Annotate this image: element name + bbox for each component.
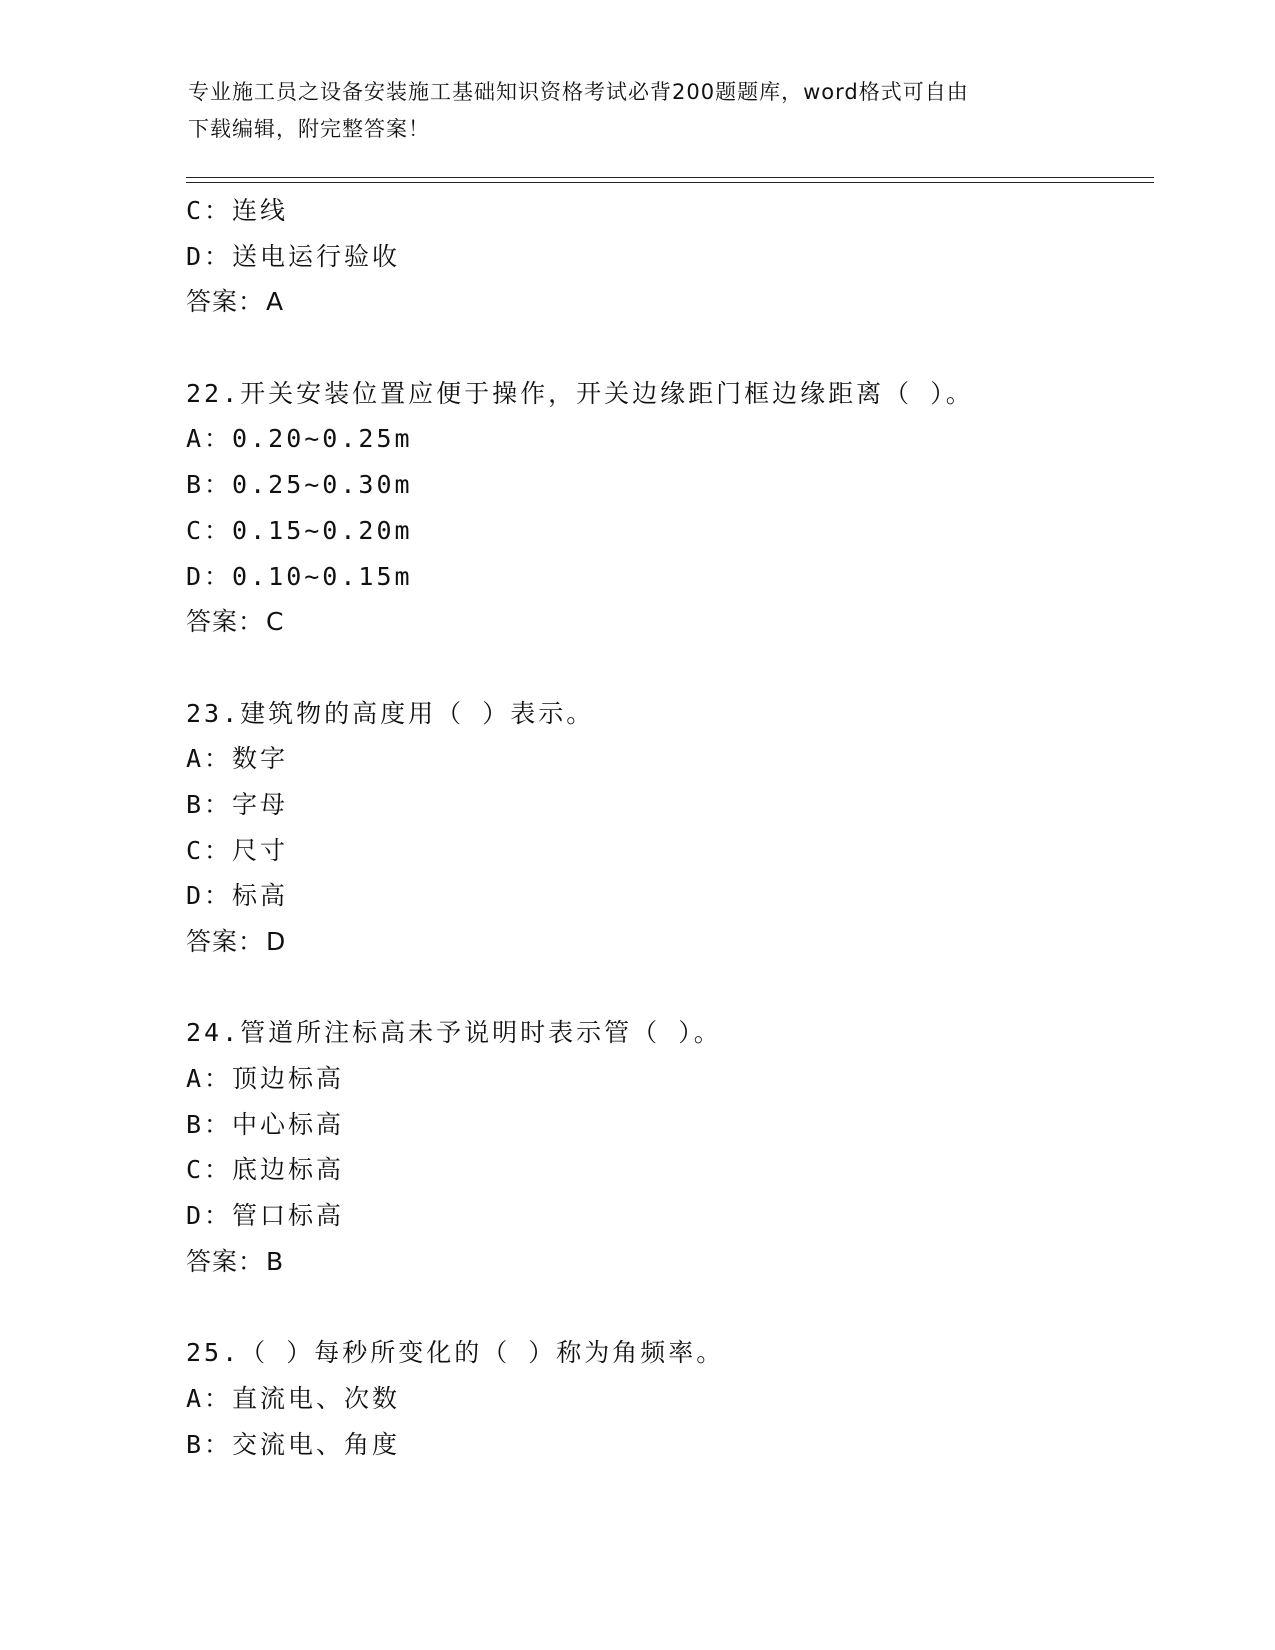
spacer	[186, 1285, 1154, 1331]
header-divider-top	[186, 177, 1154, 178]
answer-label: 答案：	[186, 1246, 265, 1276]
option-d: D：0.10~0.15m	[186, 561, 413, 591]
header-line-1: 专业施工员之设备安装施工基础知识资格考试必背200题题库，word格式可自由	[188, 80, 969, 104]
answer-label: 答案：	[186, 287, 265, 317]
answer-value: A	[266, 287, 285, 317]
answer-value: C	[266, 607, 285, 637]
option-b: B：中心标高	[186, 1109, 345, 1139]
option-d: D：送电运行验收	[186, 241, 401, 271]
option-d: D：标高	[186, 881, 289, 911]
question-stem: 23.建筑物的高度用（ ）表示。	[186, 698, 595, 728]
answer-label: 答案：	[186, 607, 265, 637]
option-b: B：字母	[186, 789, 289, 819]
option-c: C：尺寸	[186, 835, 289, 865]
answer-line	[186, 279, 1154, 325]
option-b: B：交流电、角度	[186, 1429, 401, 1459]
option-a: A：顶边标高	[186, 1064, 345, 1094]
document-header	[188, 74, 1088, 148]
spacer	[186, 645, 1154, 691]
option-b: B：0.25~0.30m	[186, 470, 413, 500]
option-a: A：数字	[186, 744, 289, 774]
option-a: A：直流电、次数	[186, 1383, 401, 1413]
answer-line	[186, 1239, 1154, 1285]
option-a: A：0.20~0.25m	[186, 424, 413, 454]
answer-value: D	[266, 927, 287, 956]
question-list	[186, 188, 1154, 1467]
answer-line	[186, 919, 1154, 965]
spacer	[186, 965, 1154, 1011]
answer-value: B	[266, 1246, 285, 1276]
option-d: D：管口标高	[186, 1201, 345, 1231]
answer-line	[186, 599, 1154, 645]
question-stem: 25.（ ）每秒所变化的（ ）称为角频率。	[186, 1338, 725, 1368]
answer-label: 答案：	[186, 927, 265, 956]
header-line-2: 下载编辑，附完整答案！	[188, 117, 430, 141]
spacer	[186, 325, 1154, 371]
question-stem: 24.管道所注标高未予说明时表示管（ ）。	[186, 1018, 722, 1048]
question-stem: 22.开关安装位置应便于操作，开关边缘距门框边缘距离（ ）。	[186, 378, 974, 408]
header-divider-bottom	[186, 182, 1154, 183]
option-c: C：底边标高	[186, 1155, 345, 1185]
option-c: C：0.15~0.20m	[186, 515, 413, 545]
option-c: C：连线	[186, 196, 289, 225]
